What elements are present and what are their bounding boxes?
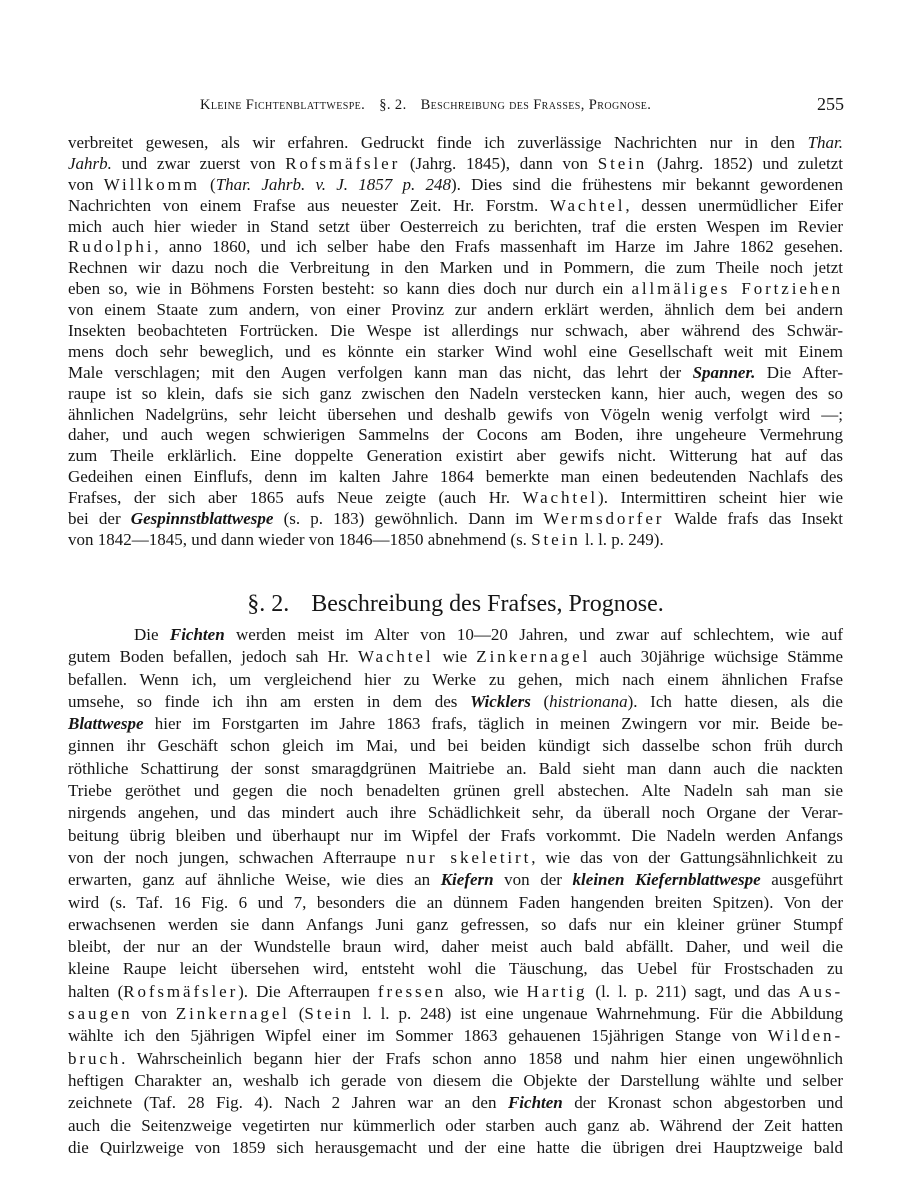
emphasized-term: Gespinnstblattwespe (130, 509, 274, 529)
line-text (68, 1137, 843, 1159)
text-run: raupe ist so klein, dafs sie sich ganz zwischen den Nadeln verstecken kann, hier auch, wegen des so (68, 383, 843, 403)
spaced-name: Wachtel (522, 488, 599, 508)
italic-text: histrionana (549, 691, 628, 711)
line-text (68, 363, 843, 384)
line-text (68, 669, 843, 691)
text-run: umsehe, so finde ich ihn am ersten in dem des (68, 691, 471, 711)
text-run: , wie das von der Gattungsähnlichkeit zu (531, 847, 843, 867)
text-line (68, 1048, 843, 1070)
text-run: Insekten beobachteten Fortrücken. Die Wespe ist allerdings nur schwach, aber während des Schwär- (68, 321, 843, 341)
line-text (68, 1003, 843, 1025)
line-text (68, 936, 843, 958)
line-text (68, 758, 843, 780)
text-run: zeichnete (Taf. 28 Fig. 4). Nach 2 Jahren war an den (68, 1093, 508, 1113)
text-run: Male verschlagen; mit den Augen verfolgen kann man das nicht, das lehrt der (68, 362, 693, 382)
line-text (68, 1048, 843, 1070)
text-run: von (132, 1004, 176, 1024)
text-line (68, 425, 843, 446)
section-number: §. 2. (247, 591, 290, 617)
text-run: halten ( (68, 981, 124, 1001)
line-text (68, 217, 843, 238)
text-run: werden meist im Alter von 10—20 Jahren, und zwar auf schlechtem, wie auf (224, 625, 843, 644)
text-line (68, 892, 843, 914)
text-line (68, 646, 843, 668)
running-head (200, 95, 665, 115)
text-run: Die After- (755, 362, 844, 382)
line-text (68, 892, 843, 914)
text-run: von einem Staate zum andern, von einer Provinz zur andern erklärt werden, ähnlich dem bei andern (68, 300, 843, 320)
text-run: Triebe geröthet und gegen die noch benadelten grünen grell abstechen. Alte Nadeln sah man sie (68, 781, 843, 801)
page-number: 255 (817, 94, 844, 114)
text-line (68, 237, 843, 258)
line-text (68, 691, 843, 713)
spaced-name: Stein (597, 153, 648, 173)
text-run: ( (530, 691, 550, 711)
text-line (68, 1092, 843, 1114)
text-line (68, 384, 843, 405)
emphasized-term: kleinen Kiefernblattwespe (572, 870, 761, 890)
text-line (68, 981, 843, 1003)
text-run: beitung übrig bleiben und überhaupt nur im Wipfel der Frafs vorkommt. Die Nadeln werden Anfangs (68, 825, 843, 845)
line-text (68, 1025, 843, 1047)
line-text (134, 624, 843, 646)
line-text (68, 300, 843, 321)
text-run: eben so, wie in Böhmens Forsten besteht: so kann dies doch nur durch ein (68, 279, 632, 299)
text-line (68, 958, 843, 980)
text-line (68, 1137, 843, 1159)
spaced-name: saugen (68, 1004, 133, 1024)
spaced-name: Wilden- (767, 1026, 843, 1046)
running-title: Kleine Fichtenblattwespe. (200, 97, 366, 113)
line-text (68, 467, 843, 488)
text-line (68, 624, 843, 646)
text-run: erwarten, ganz auf ähnliche Weise, wie dies an (68, 870, 441, 890)
text-run: ginnen ihr Geschäft schon gleich im Mai, und bei beiden kündigt sich dasselbe schon früh durch (68, 736, 843, 756)
line-text (68, 405, 843, 426)
text-run: der Kronast schon abgestorben und (562, 1093, 844, 1113)
text-line (68, 446, 843, 467)
text-run: also, wie (446, 981, 527, 1001)
line-text (68, 646, 843, 668)
text-run: auch 30jährige wüchsige Stämme (590, 647, 843, 667)
text-run: l. l. p. 248) ist eine ungenaue Wahrnehmung. Für die Abbildung (353, 1004, 843, 1024)
section-title: Beschreibung des Frafses, Prognose. (311, 591, 664, 617)
line-text (68, 196, 843, 217)
text-run: Walde frafs das Insekt (664, 509, 844, 529)
text-run: mich auch hier wieder in Stand setzt über Oesterreich zu berichten, traf die ersten Wespen im Revier (68, 216, 843, 236)
line-text (68, 258, 843, 279)
text-run: (l. l. p. 211) sagt, und das (587, 981, 799, 1001)
text-run: verbreitet gewesen, als wir erfahren. Gedruckt finde ich zuverlässige Nachrichten nur in den (68, 133, 808, 152)
text-run: Nachrichten von einem Frafse aus neuester Zeit. Hr. Forstm. (68, 195, 550, 215)
text-run: wählte ich den 5jährigen Wipfel einer im Sommer 1863 gehauenen 15jährigen Stange von (68, 1026, 768, 1046)
text-line (68, 530, 843, 551)
text-run: auch die Seitenzweige vegetirten nur kümmerlich oder starben auch ganz ab. Während der Zeit hatten (68, 1115, 843, 1135)
text-run: von der noch jungen, schwachen Afterraupe (68, 847, 407, 867)
text-line (68, 342, 843, 363)
line-text (68, 802, 843, 824)
spaced-name: bruch (68, 1048, 122, 1068)
text-run: ausgeführt (760, 870, 843, 890)
text-line (68, 847, 843, 869)
text-line (68, 154, 843, 175)
emphasized-term: Fichten (507, 1093, 563, 1113)
line-text (68, 154, 843, 175)
text-run: daher, und auch wegen schwierigen Sammelns der Cocons am Boden, ihre ungeheure Vermehrung (68, 425, 843, 445)
text-run: heftigen Charakter an, weshalb ich gerade von diesem die Objekte der Darstellung wählte und selber (68, 1070, 843, 1090)
text-line (68, 1070, 843, 1092)
spaced-name: Rofsmäfsler (285, 153, 401, 173)
line-text (68, 509, 843, 530)
text-run: befallen. Wenn ich, um vergleichend hier zu Werke zu gehen, mich nach einem ähnlichen Frafse (68, 669, 843, 689)
text-run: von (68, 174, 104, 194)
emphasized-term: Blattwespe (68, 714, 144, 734)
text-run: (Jahrg. 1852) und zuletzt (647, 153, 843, 173)
text-run: von 1842—1845, und dann wieder von 1846—1850 abnehmend (s. (68, 529, 532, 549)
text-run: ( (289, 1004, 305, 1024)
text-line (68, 869, 843, 891)
text-line (68, 488, 843, 509)
italic-text: Thar. (807, 133, 843, 152)
text-run: wird (s. Taf. 16 Fig. 6 und 7, besonders die an dünnem Faden hangenden breiten Spitzen). Von der (68, 892, 843, 912)
running-section-number: §. 2. (379, 97, 407, 113)
italic-text: Thar. Jahrb. v. J. 1857 p. 248 (215, 174, 451, 194)
text-line (68, 802, 843, 824)
text-run: wie (433, 647, 477, 667)
emphasized-term: Fichten (169, 625, 225, 644)
emphasized-term: Spanner. (692, 362, 756, 382)
line-text (68, 133, 843, 154)
text-line (68, 691, 843, 713)
line-text (68, 342, 843, 363)
text-line (68, 363, 843, 384)
text-run: Frafses, der sich aber 1865 aufs Neue zeigte (auch Hr. (68, 488, 523, 508)
spaced-name: Zinkernagel (476, 647, 591, 667)
line-text (68, 713, 843, 735)
text-run: l. l. p. 249). (580, 529, 664, 549)
text-run: Gedeihen einen Einflufs, denn im kalten Jahre 1864 bemerkte man einen bedeutenden Nachlafs des (68, 467, 843, 487)
line-text (68, 958, 843, 980)
spaced-name: Rudolphi (68, 237, 155, 257)
spaced-name: nur skeletirt (406, 847, 532, 867)
spaced-name: fressen (377, 981, 447, 1001)
running-section-title: Beschreibung des Frasses, Prognose. (420, 97, 652, 113)
line-text (68, 780, 843, 802)
text-line (68, 467, 843, 488)
text-run: ähnlichen Nadelgrüns, sehr leicht übersehen und deshalb gewifs von Vögeln wenig verfolgt wird —; (68, 404, 843, 424)
text-run: Rechnen wir dazu noch die Verbreitung in den Marken und in Pommern, die zum Theile noch jetzt (68, 258, 843, 278)
text-line (68, 279, 843, 300)
text-run: die Quirlzweige von 1859 sich herausgemacht und der eine hatte die übrigen drei Hauptzweige bald (68, 1137, 843, 1157)
line-text (68, 847, 843, 869)
emphasized-term: Wicklers (470, 691, 531, 711)
text-line (68, 669, 843, 691)
text-run: . Wahrscheinlich begann hier der Frafs schon anno 1858 und nahm hier einen ungewöhnlich (121, 1048, 843, 1068)
text-line (68, 936, 843, 958)
text-run: und zwar zuerst von (111, 153, 286, 173)
spaced-name: Wachtel (549, 195, 626, 215)
text-line (68, 1115, 843, 1137)
text-line (68, 825, 843, 847)
line-text (68, 981, 843, 1003)
line-text (68, 530, 664, 551)
text-run: ( (199, 174, 216, 194)
text-run: (s. p. 183) gewöhnlich. Dann im (273, 509, 544, 529)
text-line (68, 217, 843, 238)
text-line (68, 509, 843, 530)
text-line (68, 196, 843, 217)
text-line (68, 258, 843, 279)
text-run: röthliche Schattirung der sonst smaragdgrünen Maitriebe an. Bald sieht man dann auch die nackten (68, 758, 843, 778)
text-run: mens doch sehr beweglich, und es könnte ein starker Wind wohl eine Gesellschaft weit mit Einem (68, 341, 843, 361)
text-line (68, 300, 843, 321)
text-run: kleine Raupe leicht übersehen wird, entsteht wohl die Täuschung, das Uebel für Frostschaden zu (68, 959, 843, 979)
text-line (68, 914, 843, 936)
line-text (68, 321, 843, 342)
spaced-name: Zinkernagel (175, 1004, 290, 1024)
emphasized-term: Kiefern (440, 870, 494, 890)
text-line (68, 1025, 843, 1047)
text-run: bei der (68, 509, 131, 529)
spaced-name: Wachtel (357, 647, 434, 667)
spaced-name: Stein (531, 529, 581, 549)
line-text (68, 237, 843, 258)
spaced-name: Stein (304, 1004, 354, 1024)
text-run: ). Intermittiren scheint hier wie (598, 488, 844, 508)
spaced-name: Hartig (526, 981, 588, 1001)
spaced-name: Rofsmäfsler (123, 981, 239, 1001)
text-line (68, 713, 843, 735)
spaced-name: Aus- (798, 981, 844, 1001)
line-text (68, 1115, 843, 1137)
line-text (68, 279, 843, 300)
line-text (68, 175, 843, 196)
text-run: ). Dies sind die frühestens mir bekannt gewordenen (450, 174, 844, 194)
text-run: zum Theile erklärlich. Eine doppelte Generation existirt aber gewifs nicht. Witterung hat auf das (68, 446, 843, 466)
line-text (68, 735, 843, 757)
text-run: , anno 1860, und ich selber habe den Frafs massenhaft im Harze im Jahre 1862 gesehen. (154, 237, 843, 257)
text-run: ). Die Afterraupen (238, 981, 378, 1001)
italic-text: Jahrb. (68, 153, 112, 173)
text-run: nirgends angehen, und das mindert auch ihre Schädlichkeit sehr, da überall noch Organe der Verar- (68, 803, 843, 823)
section-heading (68, 588, 843, 620)
line-text (68, 869, 843, 891)
text-run: gutem Boden befallen, jedoch sah Hr. (68, 647, 358, 667)
spaced-name: allmäliges Fortziehen (631, 279, 843, 299)
spaced-name: Willkomm (103, 174, 200, 194)
text-run: Die (134, 625, 170, 644)
text-line (68, 780, 843, 802)
text-run: hier im Forstgarten im Jahre 1863 frafs, täglich in meinen Zwingern vor mir. Beide be- (143, 714, 843, 734)
line-text (68, 446, 843, 467)
line-text (68, 384, 843, 405)
text-run: ). Ich hatte diesen, als die (627, 691, 843, 711)
paragraph (68, 133, 843, 551)
line-text (68, 914, 843, 936)
text-line (68, 133, 843, 154)
line-text (68, 1092, 843, 1114)
text-run: , dessen unermüdlicher Eifer (625, 195, 843, 215)
line-text (68, 488, 843, 509)
text-line (68, 1003, 843, 1025)
text-line (68, 321, 843, 342)
text-run: (Jahrg. 1845), dann von (400, 153, 598, 173)
text-line (68, 175, 843, 196)
line-text (68, 425, 843, 446)
text-line (68, 735, 843, 757)
text-run: bleibt, der nur an der Wundstelle braun wird, daher meist auch bald abfällt. Daher, und weil die (68, 937, 843, 957)
spaced-name: Wermsdorfer (543, 509, 665, 529)
text-line (68, 405, 843, 426)
text-run: erwachsenen werden sie dann Anfangs Juni ganz gefressen, so dafs nur ein kleiner grüner Stumpf (68, 914, 843, 934)
paragraph (68, 624, 843, 1159)
text-run: von der (493, 870, 573, 890)
line-text (68, 1070, 843, 1092)
line-text (68, 825, 843, 847)
text-line (68, 758, 843, 780)
